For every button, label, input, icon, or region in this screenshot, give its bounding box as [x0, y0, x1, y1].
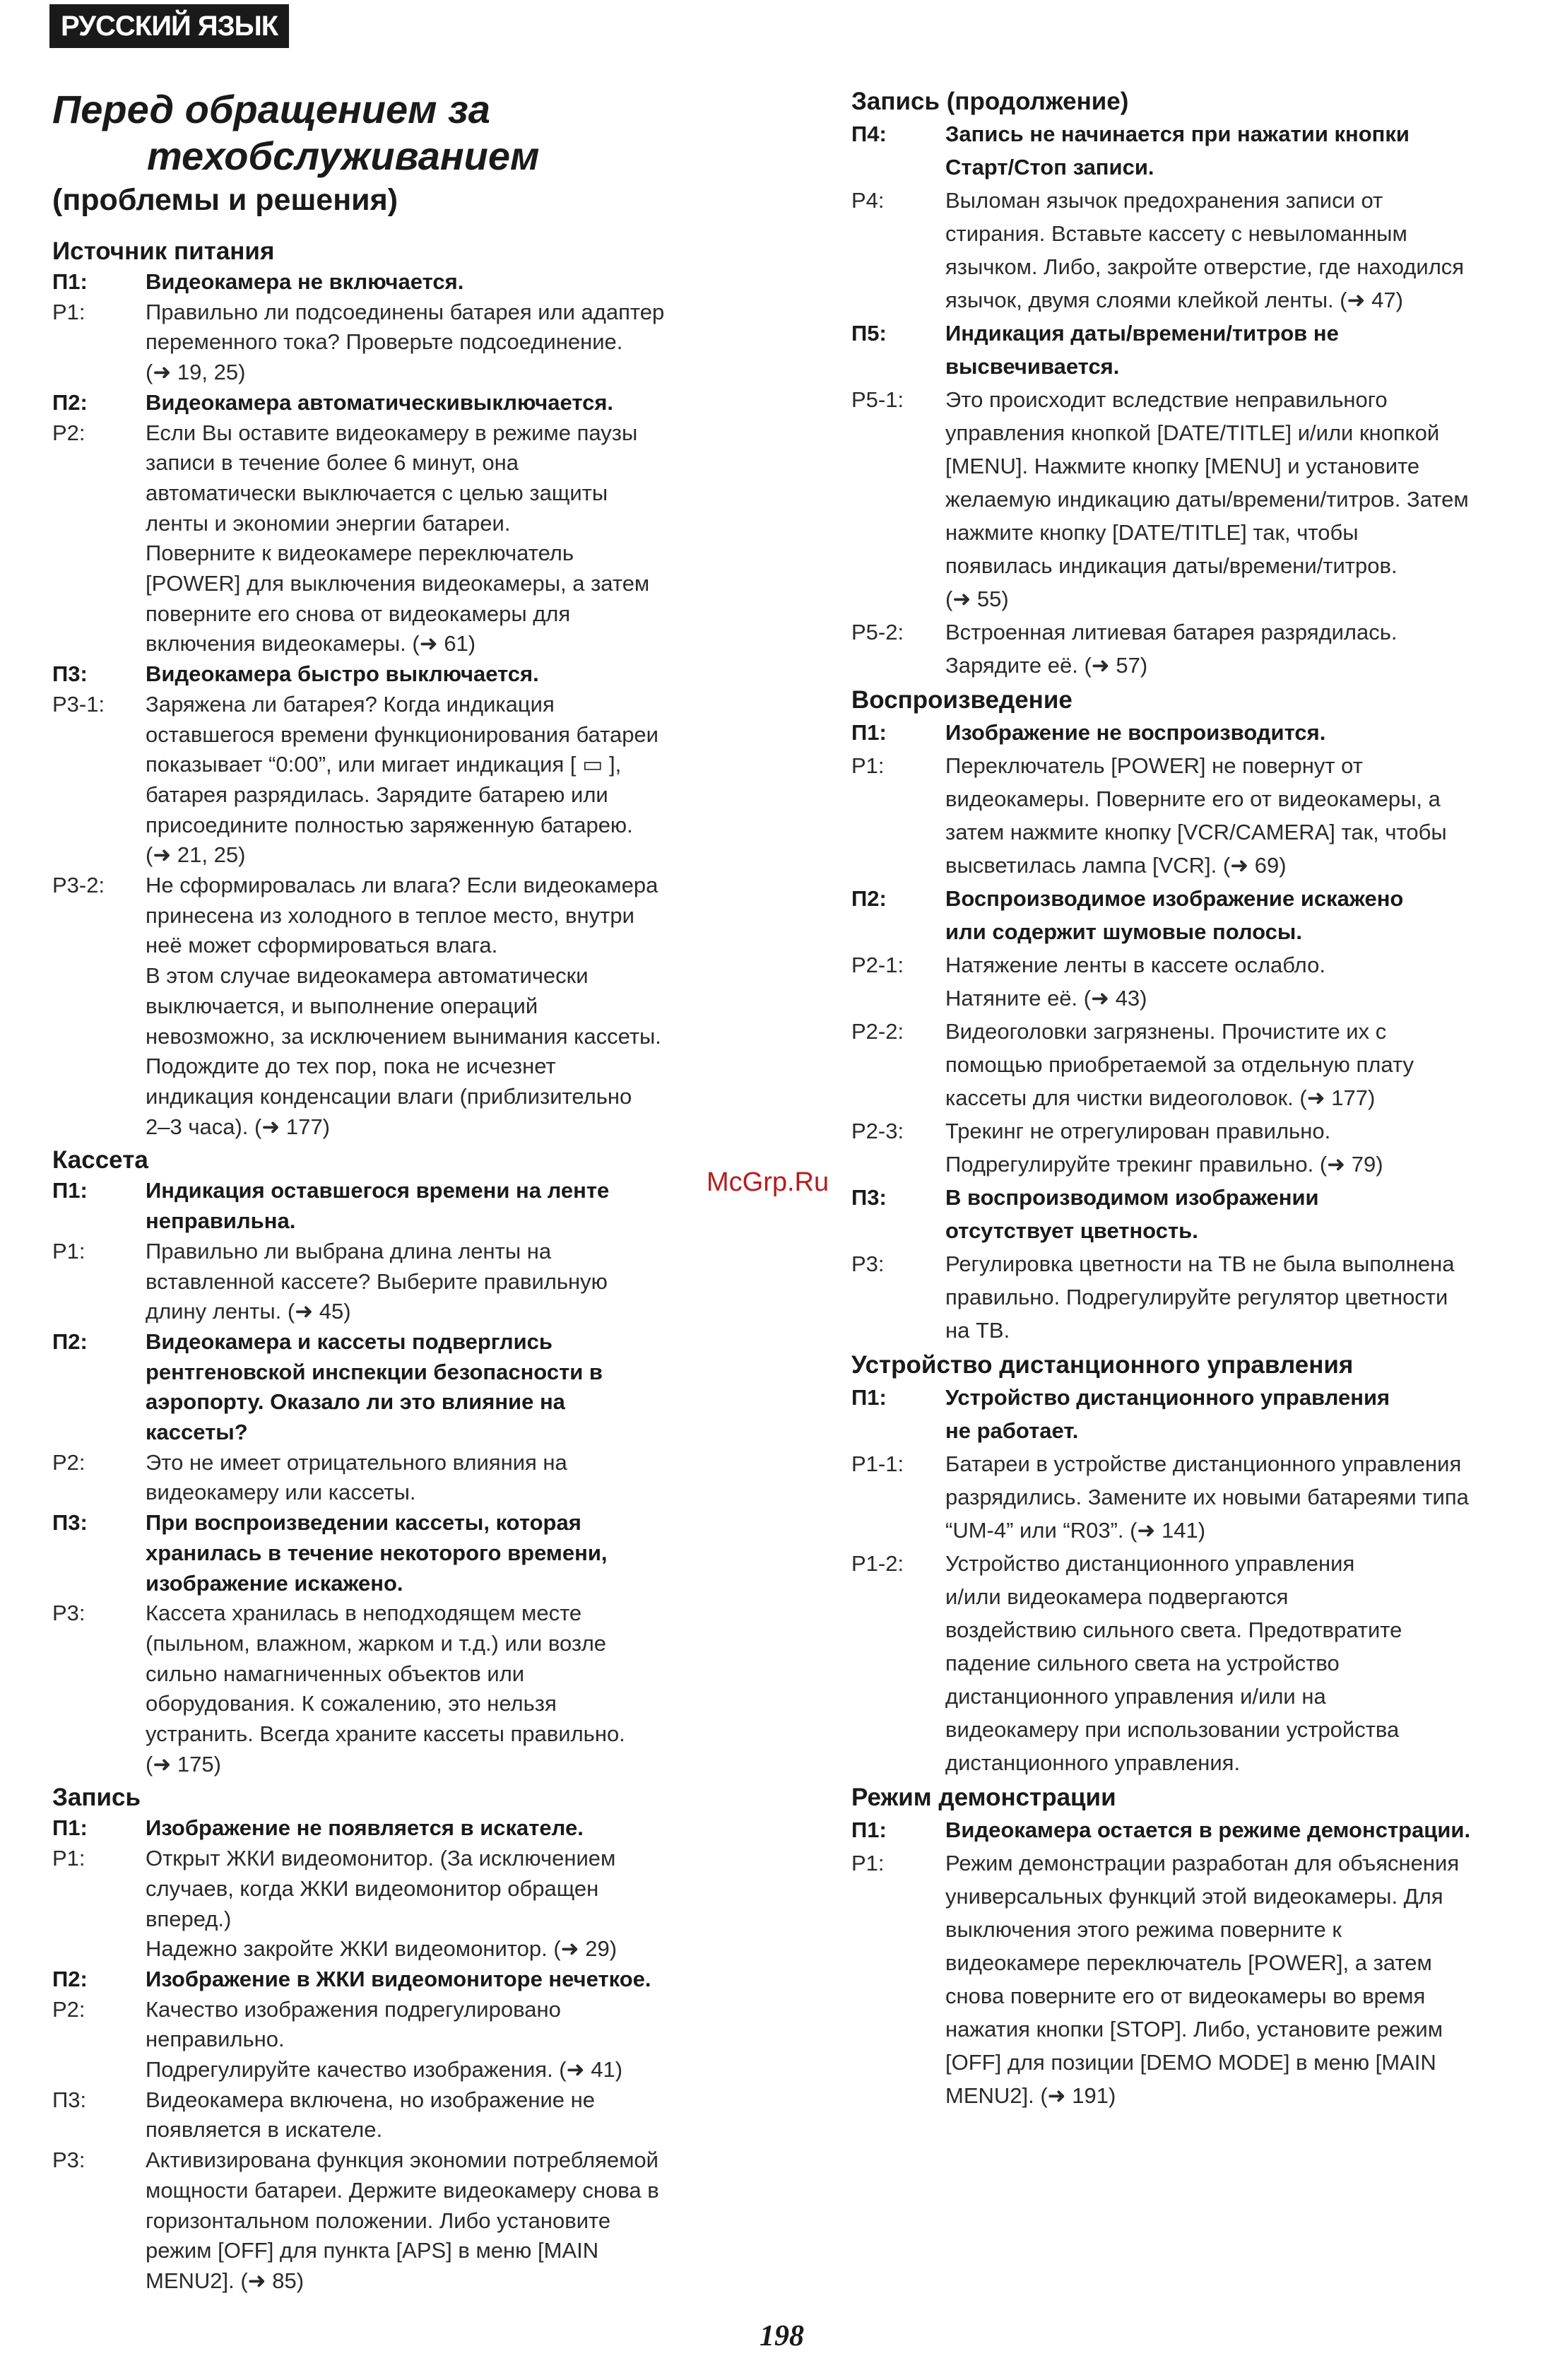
- section-heading: Воспроизведение: [851, 686, 1073, 714]
- entry-code: Р5-1:: [851, 387, 904, 412]
- left-column: [52, 233, 731, 2297]
- entry-text: Видеокамера не включается.: [146, 269, 464, 294]
- entry-text: Переключатель [POWER] не повернут от видеокамеры. Поверните его от видеокамеры, а затем нажмите кнопку [VCR/CAMERA] так, чтобы высветилась лампа [VCR]. (➜ 69): [945, 753, 1447, 878]
- watermark: McGrp.Ru: [707, 1167, 829, 1197]
- entry-code: Р1:: [52, 1238, 85, 1263]
- entry-text: Видеокамера и кассеты подверглись рентгеновской инспекции безопасности в аэропорту. Оказало ли это влияние на кассеты?: [146, 1329, 603, 1445]
- title-line-1: Перед обращением за: [52, 87, 490, 131]
- problem-entry: [52, 1176, 731, 1236]
- entry-code: Р2-3:: [851, 1119, 904, 1143]
- entry-text: Натяжение ленты в кассете ослабло. Натяните её. (➜ 43): [945, 953, 1325, 1011]
- entry-text: Заряжена ли батарея? Когда индикация оставшегося времени функционирования батареи показывает “0:00”, или мигает индикация [ ▭ ], батарея разрядилась. Зарядите батарею или присоедините полностью заряженную батарею. (➜ 21, 25): [146, 691, 658, 868]
- entry-code: П2:: [52, 1329, 88, 1354]
- entry-text: Батареи в устройстве дистанционного управления разрядились. Замените их новыми батареями типа “UM-4” или “R03”. (➜ 141): [945, 1451, 1469, 1543]
- solution-entry: [851, 1846, 1533, 2112]
- problem-entry: [52, 1964, 731, 1995]
- section-heading: Кассета: [52, 1146, 148, 1174]
- solution-entry: [52, 2145, 731, 2297]
- problem-entry: [52, 388, 731, 418]
- problem-entry: [851, 317, 1533, 383]
- entry-text: Видеокамера включена, но изображение не появляется в искателе.: [146, 2087, 595, 2143]
- page-subtitle: (проблемы и решения): [52, 183, 398, 217]
- entry-text: Устройство дистанционного управления и/или видеокамера подвергаются воздействию сильного света. Предотвратите падение сильного света на устройство дистанционного управления и/или на видеокамеру при использовании устройства дистанционного управления.: [945, 1551, 1402, 1775]
- entry-code: П1:: [52, 1178, 88, 1203]
- problem-entry: [851, 1381, 1533, 1447]
- entry-text: Открыт ЖКИ видеомонитор. (За исключением случаев, когда ЖКИ видеомонитор обращен вперед.) Надежно закройте ЖКИ видеомонитор. (➜ 29): [146, 1846, 618, 1962]
- problem-entry: [851, 882, 1533, 948]
- entry-text: Индикация оставшегося времени на ленте неправильна.: [146, 1178, 610, 1234]
- entry-code: Р1:: [851, 1851, 885, 1875]
- page-title: [52, 86, 539, 179]
- entry-code: П1:: [851, 1818, 887, 1842]
- title-line-2: техобслуживанием: [147, 134, 540, 178]
- entry-code: П4:: [851, 122, 887, 146]
- entry-text: Это не имеет отрицательного влияния на видеокамеру или кассеты.: [146, 1449, 567, 1505]
- problem-entry: [52, 1508, 731, 1598]
- entry-code: П2:: [52, 1966, 88, 1991]
- entry-code: Р2:: [52, 1449, 85, 1475]
- solution-entry: [851, 1447, 1533, 1547]
- entry-text: Правильно ли подсоединены батарея или адаптер переменного тока? Проверьте подсоединение. (➜ 19, 25): [146, 299, 665, 385]
- problem-entry: [851, 1181, 1533, 1247]
- entry-code: П3:: [52, 1510, 88, 1536]
- entry-text: Видеокамера остается в режиме демонстрации.: [945, 1818, 1471, 1842]
- entry-text: Индикация даты/времени/титров не высвечивается.: [945, 321, 1339, 379]
- entry-text: Изображение в ЖКИ видеомониторе нечеткое.: [146, 1966, 651, 1991]
- entry-code: П1:: [52, 1815, 88, 1841]
- entry-text: Трекинг не отрегулирован правильно. Подрегулируйте трекинг правильно. (➜ 79): [945, 1119, 1383, 1177]
- entry-code: Р1-1:: [851, 1451, 904, 1476]
- entry-code: Р1-2:: [851, 1551, 904, 1576]
- entry-code: П3:: [851, 1185, 887, 1210]
- entry-code: П5:: [851, 321, 887, 346]
- entry-text: Регулировка цветности на ТВ не была выполнена правильно. Подрегулируйте регулятор цветности на ТВ.: [945, 1251, 1455, 1343]
- entry-code: П1:: [851, 720, 887, 745]
- solution-entry: [52, 871, 731, 1142]
- section-heading: Запись (продолжение): [851, 88, 1129, 115]
- problem-entry: [851, 716, 1533, 749]
- entry-code: П2:: [52, 389, 88, 415]
- entry-code: Р1:: [851, 753, 885, 778]
- section-heading: Источник питания: [52, 237, 275, 265]
- entry-code: Р1:: [52, 1846, 85, 1871]
- solution-entry: [851, 184, 1533, 317]
- entry-text: Правильно ли выбрана длина ленты на вставленной кассете? Выберите правильную длину ленты. (➜ 45): [146, 1238, 608, 1324]
- solution-entry: [52, 1237, 731, 1327]
- section-heading: Устройство дистанционного управления: [851, 1351, 1354, 1379]
- solution-entry: [52, 418, 731, 660]
- problem-entry: [52, 1327, 731, 1448]
- problem-entry: [52, 1813, 731, 1844]
- solution-entry: [851, 1247, 1533, 1347]
- entry-text: Видеоголовки загрязнены. Прочистите их с помощью приобретаемой за отдельную плату кассеты для чистки видеоголовок. (➜ 177): [945, 1019, 1414, 1110]
- solution-entry: [851, 383, 1533, 615]
- entry-code: П3:: [52, 661, 88, 687]
- entry-code: П1:: [52, 269, 88, 294]
- entry-code: Р3-1:: [52, 691, 105, 717]
- entry-code: П1:: [851, 1385, 887, 1410]
- page-number: 198: [760, 2320, 804, 2352]
- entry-text: Не сформировалась ли влага? Если видеокамера принесена из холодного в теплое место, внутри неё может сформироваться влага. В этом случае видеокамера автоматически выключается, и выполнение операций невозможно, за исключением вынимания кассеты. Подождите до тех пор, пока не исчезнет индикация конденсации влаги (приблизительно 2–3 часа). (➜ 177): [146, 873, 661, 1139]
- entry-code: Р3:: [52, 2148, 85, 2173]
- solution-entry: [851, 1547, 1533, 1779]
- entry-text: Качество изображения подрегулировано неправильно. Подрегулируйте качество изображения. (➜ 41): [146, 1996, 623, 2082]
- entry-text: Видеокамера автоматическивыключается.: [146, 389, 614, 415]
- solution-entry: [851, 948, 1533, 1015]
- section-heading: Режим демонстрации: [851, 1784, 1116, 1811]
- entry-code: Р4:: [851, 188, 885, 213]
- section-heading: Запись: [52, 1784, 141, 1812]
- solution-entry: [52, 1598, 731, 1779]
- entry-text: Изображение не появляется в искателе.: [146, 1815, 584, 1841]
- problem-entry: [52, 267, 731, 298]
- entry-code: Р3:: [851, 1251, 885, 1276]
- entry-code: Р1:: [52, 299, 85, 324]
- solution-entry: [851, 1114, 1533, 1181]
- solution-entry: [52, 690, 731, 871]
- problem-entry: [851, 1813, 1533, 1846]
- entry-text: Видеокамера быстро выключается.: [146, 661, 539, 687]
- entry-text: Запись не начинается при нажатии кнопки Старт/Стоп записи.: [945, 122, 1410, 179]
- solution-entry: [851, 749, 1533, 882]
- entry-code: Р2-2:: [851, 1019, 904, 1044]
- entry-text: Это происходит вследствие неправильного управления кнопкой [DATE/TITLE] и/или кнопкой [MENU]. Нажмите кнопку [MENU] и установите желаемую индикацию даты/времени/титров. Затем нажмите кнопку [DATE/TITLE] так, чтобы появилась индикация даты/времени/титров. (➜ 55): [945, 387, 1469, 611]
- entry-code: Р2:: [52, 420, 85, 445]
- entry-text: Устройство дистанционного управления не работает.: [945, 1385, 1390, 1443]
- entry-code: П2:: [851, 886, 887, 911]
- solution-entry: [52, 1448, 731, 1508]
- entry-text: Изображение не воспроизводится.: [945, 720, 1326, 745]
- entry-code: П3:: [52, 2087, 87, 2112]
- language-badge: РУССКИЙ ЯЗЫК: [49, 4, 289, 48]
- entry-text: В воспроизводимом изображении отсутствует цветность.: [945, 1185, 1319, 1243]
- solution-entry: [52, 2085, 731, 2145]
- entry-text: Воспроизводимое изображение искажено или содержит шумовые полосы.: [945, 886, 1404, 944]
- problem-entry: [52, 659, 731, 690]
- right-column: [851, 83, 1533, 2112]
- solution-entry: [851, 615, 1533, 682]
- entry-code: Р5-2:: [851, 620, 904, 644]
- entry-text: Кассета хранилась в неподходящем месте (пыльном, влажном, жарком и т.д.) или возле сильно намагниченных объектов или оборудования. К сожалению, это нельзя устранить. Всегда храните кассеты правильно. (➜ 175): [146, 1601, 625, 1777]
- entry-text: При воспроизведении кассеты, которая хранилась в течение некоторого времени, изображение искажено.: [146, 1510, 608, 1596]
- problem-entry: [851, 117, 1533, 184]
- entry-text: Активизирована функция экономии потребляемой мощности батареи. Держите видеокамеру снова в горизонтальном положении. Либо установите режим [OFF] для пункта [APS] в меню [MAIN MENU2]. (➜ 85): [146, 2148, 659, 2293]
- entry-code: Р2:: [52, 1996, 85, 2022]
- entry-code: Р2-1:: [851, 953, 904, 977]
- solution-entry: [52, 1995, 731, 2085]
- solution-entry: [851, 1015, 1533, 1114]
- solution-entry: [52, 1844, 731, 1964]
- entry-text: Режим демонстрации разработан для объяснения универсальных функций этой видеокамеры. Для выключения этого режима поверните к видеокамере переключатель [POWER], а затем снова поверните его от видеокамеры во время нажатия кнопки [STOP]. Либо, установите режим [OFF] для позиции [DEMO MODE] в меню [MAIN MENU2]. (➜ 191): [945, 1851, 1460, 2108]
- entry-code: Р3-2:: [52, 873, 105, 898]
- entry-text: Выломан язычок предохранения записи от стирания. Вставьте кассету с невыломанным язычком. Либо, закройте отверстие, где находился язычок, двумя слоями клейкой ленты. (➜ 47): [945, 188, 1465, 312]
- entry-text: Если Вы оставите видеокамеру в режиме паузы записи в течение более 6 минут, она автоматически выключается с целью защиты ленты и экономии энергии батареи. Поверните к видеокамере переключатель [POWER] для выключения видеокамеры, а затем поверните его снова от видеокамеры для включения видеокамеры. (➜ 61): [146, 420, 650, 656]
- entry-code: Р3:: [52, 1601, 85, 1626]
- entry-text: Встроенная литиевая батарея разрядилась. Зарядите её. (➜ 57): [945, 620, 1398, 678]
- solution-entry: [52, 298, 731, 388]
